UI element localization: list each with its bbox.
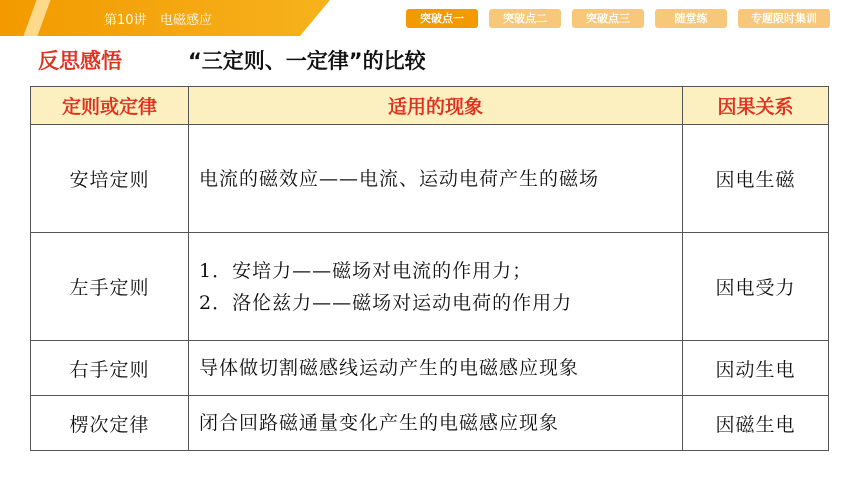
table-row: [31, 341, 829, 396]
nav-tab-breakthrough-1[interactable]: 突破点一: [406, 9, 478, 28]
cause-cell: 因电受力: [683, 233, 829, 341]
header-causality: 因果关系: [683, 87, 829, 125]
page-title: “三定则、一定律”的比较: [188, 49, 426, 73]
phenomenon-line: 闭合回路磁通量变化产生的电磁感应现象: [199, 412, 560, 434]
table-row: [31, 396, 829, 451]
rule-cell: 左手定则: [31, 233, 189, 341]
cause-cell: 因电生磁: [683, 125, 829, 233]
rule-cell: 安培定则: [31, 125, 189, 233]
table-row: [31, 233, 829, 341]
lecture-title: 电磁感应: [160, 13, 213, 28]
rule-cell: 楞次定律: [31, 396, 189, 451]
header-phenomenon: 适用的现象: [189, 87, 683, 125]
phenomenon-line: 1．安培力——磁场对电流的作用力；: [199, 259, 533, 282]
phenomenon-line: 电流的磁效应——电流、运动电荷产生的磁场: [199, 167, 600, 190]
phenomenon-line: 导体做切割磁感线运动产生的电磁感应现象: [199, 357, 580, 379]
nav-tab-timed-training[interactable]: 专题限时集训: [738, 9, 830, 28]
header-rule: 定则或定律: [31, 87, 189, 125]
nav-tab-practice[interactable]: 随堂练: [655, 9, 727, 28]
phenomenon-cell: [189, 125, 683, 233]
phenomenon-cell: [189, 396, 683, 451]
comparison-table: [30, 86, 829, 451]
top-bar: [0, 0, 860, 36]
table-row: [31, 125, 829, 233]
phenomenon-cell: [189, 233, 683, 341]
nav-tab-breakthrough-3[interactable]: 突破点三: [572, 9, 644, 28]
cause-cell: 因动生电: [683, 341, 829, 396]
phenomenon-line: 2．洛伦兹力——磁场对运动电荷的作用力: [199, 291, 573, 314]
table-header-row: [31, 87, 829, 125]
nav-tab-breakthrough-2[interactable]: 突破点二: [489, 9, 561, 28]
section-label: 反思感悟: [38, 49, 122, 73]
phenomenon-cell: [189, 341, 683, 396]
cause-cell: 因磁生电: [683, 396, 829, 451]
rule-cell: 右手定则: [31, 341, 189, 396]
lecture-number: 第10讲: [104, 13, 147, 28]
